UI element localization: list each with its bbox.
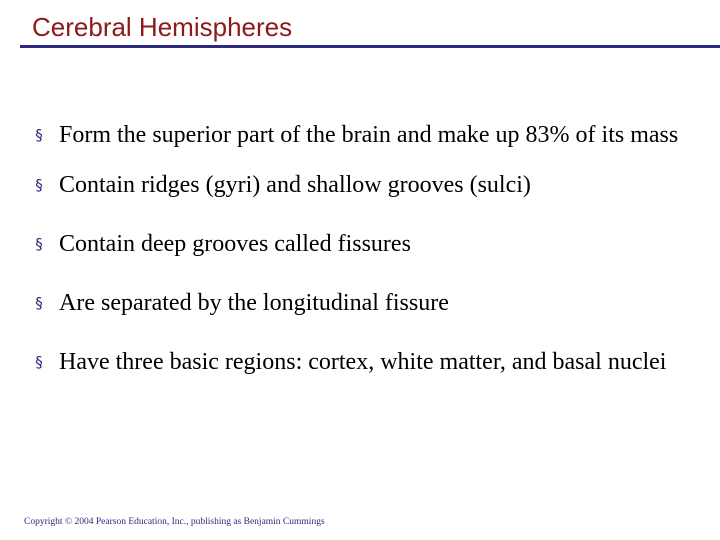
bullet-text: Contain deep grooves called fissures: [59, 231, 411, 257]
bullet-text: Have three basic regions: cortex, white matter, and basal nuclei: [59, 349, 667, 375]
title-divider: [20, 45, 720, 48]
bullet-text: Contain ridges (gyri) and shallow grooves (sulci): [59, 172, 531, 198]
bullet-marker-icon: §: [35, 176, 43, 194]
bullet-marker-icon: §: [35, 126, 43, 144]
bullet-item: [32, 120, 702, 150]
bullet-marker-icon: §: [35, 294, 43, 312]
bullet-text: Form the superior part of the brain and make up 83% of its mass: [59, 122, 679, 148]
bullet-marker-icon: §: [35, 235, 43, 253]
bullet-marker-icon: §: [35, 353, 43, 371]
bullet-item: [32, 288, 702, 318]
bullet-list: [32, 120, 702, 406]
slide-title: Cerebral Hemispheres: [32, 12, 293, 42]
copyright-footer: Copyright © 2004 Pearson Education, Inc., publishing as Benjamin Cummings: [24, 517, 325, 527]
bullet-item: [32, 229, 702, 259]
bullet-item: [32, 347, 702, 377]
bullet-item: [32, 170, 702, 200]
bullet-text: Are separated by the longitudinal fissure: [59, 290, 449, 316]
